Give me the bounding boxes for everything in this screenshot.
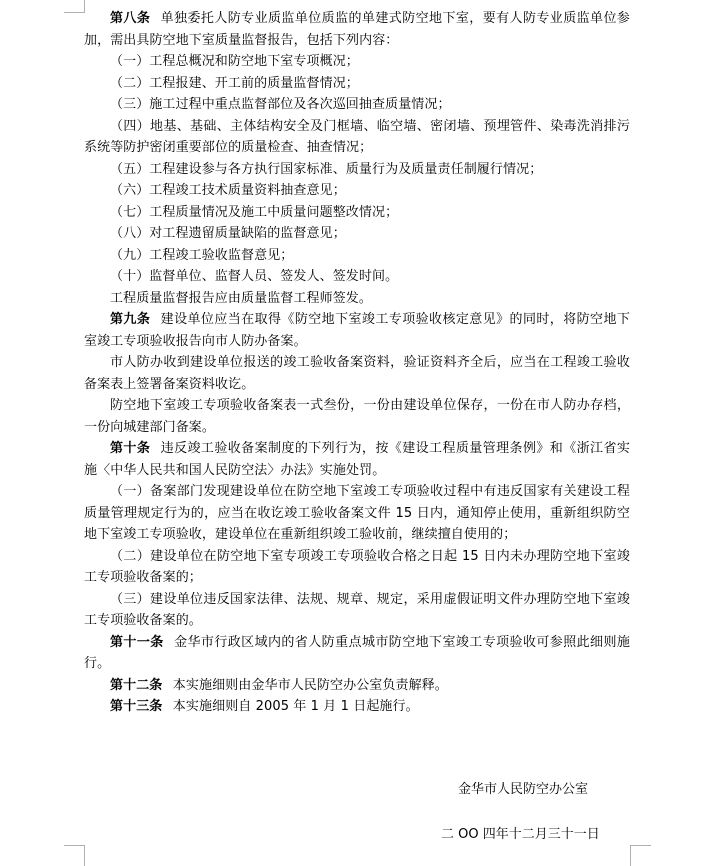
article-8-item-10: （十）监督单位、监督人员、签发人、签发时间。: [110, 269, 399, 284]
article-11-body: 金华市行政区域内的省人防重点城市防空地下室竣工专项验收可参照此细则施行。: [84, 634, 630, 671]
article-8-item-5: （五）工程建设参与各方执行国家标准、质量行为及质量责任制履行情况；: [110, 161, 543, 177]
article-9-body: 建设单位应当在取得《防空地下室竣工专项验收核定意见》的同时，将防空地下室竣工专项验收报告向市人防办备案。: [84, 312, 630, 349]
article-8-item-4: （四）地基、基础、主体结构安全及门框墙、临空墙、密闭墙、预埋管件、染毒洗消排污系统等防护密闭重要部位的质量检查、抽查情况；: [84, 118, 630, 155]
issuer-signature: 金华市人民防空办公室: [458, 782, 589, 797]
article-9-paragraph-3: 防空地下室竣工专项验收备案表一式叁份，一份由建设单位保存，一份在市人防办存档，一份向城建部门备案。: [84, 398, 630, 435]
article-8-heading: 第八条: [110, 11, 151, 26]
crop-mark-top-left: [64, 0, 85, 13]
article-13-heading: 第十三条: [110, 699, 163, 714]
article-10-item-3: （三）建设单位违反国家法律、法规、规章、规定，采用虚假证明文件办理防空地下室竣工专项验收备案的。: [84, 591, 630, 628]
article-12-heading: 第十二条: [110, 677, 163, 693]
article-8-item-3: （三）施工过程中重点监督部位及各次巡回抽查质量情况；: [110, 97, 451, 112]
article-13-body: 本实施细则自 2005 年 1 月 1 日起施行。: [172, 699, 419, 714]
article-8: [84, 8, 630, 51]
article-8-body: 单独委托人防专业质监单位质监的单建式防空地下室，要有人防专业质监单位参加，需出具防空地下室质量监督报告，包括下列内容：: [84, 11, 630, 48]
article-11: [84, 632, 630, 675]
article-10-item-1: （一）备案部门发现建设单位在防空地下室竣工专项验收过程中有违反国家有关建设工程质量管理规定行为的，应当在收讫竣工验收备案文件 15 日内，通知停止使用，重新组织防空地下室竣工专项验收，建设单位在重新组织竣工验收前，继续擅自使用的；: [84, 484, 630, 542]
issue-date: 二 OO 四年十二月三十一日: [441, 827, 600, 842]
article-8-item-1: （一）工程总概况和防空地下室专项概况；: [110, 54, 359, 69]
article-9-heading: 第九条: [110, 312, 151, 327]
article-9-paragraph-2: 市人防办收到建设单位报送的竣工验收备案资料，验证资料齐全后，应当在工程竣工验收备案表上签署备案资料收讫。: [84, 355, 630, 392]
article-10-item-2: （二）建设单位在防空地下室专项竣工专项验收合格之日起 15 日内未办理防空地下室竣工专项验收备案的；: [84, 548, 630, 585]
article-8-item-2: （二）工程报建、开工前的质量监督情况；: [110, 75, 359, 91]
document-body: [84, 8, 630, 718]
article-9: [84, 309, 630, 352]
article-12-body: 本实施细则由金华市人民防空办公室负责解释。: [172, 677, 448, 693]
article-8-item-7: （七）工程质量情况及施工中质量问题整改情况；: [110, 204, 399, 220]
article-10-body: 违反竣工验收备案制度的下列行为，按《建设工程质量管理条例》和《浙江省实施〈中华人民共和国人民防空法〉办法》实施处罚。: [84, 441, 630, 478]
article-11-heading: 第十一条: [110, 634, 164, 650]
article-12: [84, 675, 630, 697]
article-8-item-9: （九）工程竣工验收监督意见；: [110, 247, 294, 263]
article-10: [84, 438, 630, 481]
article-8-item-6: （六）工程竣工技术质量资料抽查意见；: [110, 183, 346, 198]
article-13: [84, 696, 630, 718]
article-8-closing: 工程质量监督报告应由质量监督工程师签发。: [110, 290, 373, 306]
article-10-heading: 第十条: [110, 441, 151, 456]
article-8-item-8: （八）对工程遗留质量缺陷的监督意见；: [110, 226, 346, 241]
